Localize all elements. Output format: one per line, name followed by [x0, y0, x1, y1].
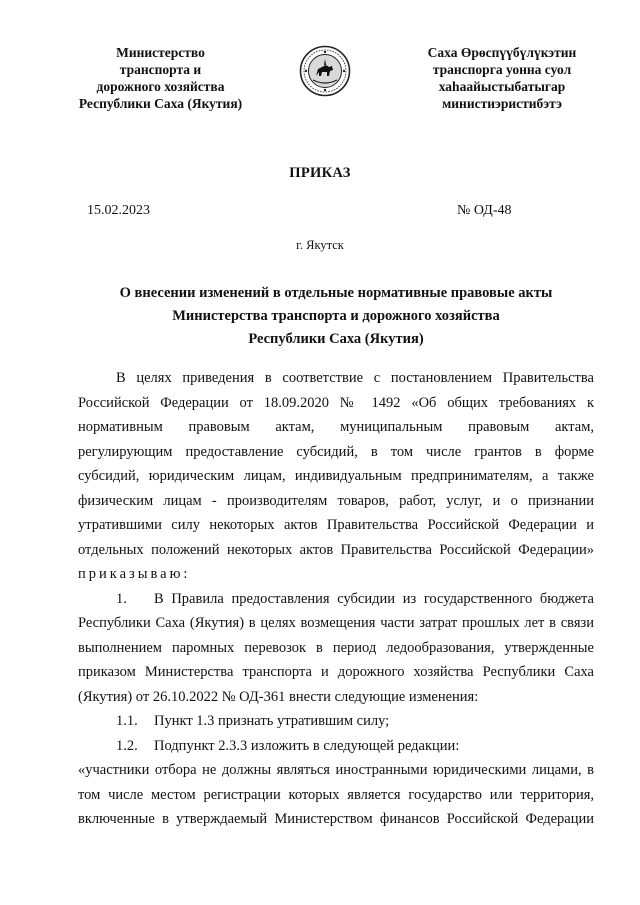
- preamble-line: регулирующим предоставление субсидий, в том числе грантов в форме: [78, 443, 594, 460]
- item-1-1: [78, 709, 594, 734]
- header-right-line: хаһаайыстыбатыгар: [438, 79, 566, 94]
- document-date: 15.02.2023: [87, 203, 150, 218]
- item-1-first-line: [78, 587, 594, 612]
- coat-of-arms-icon: [299, 45, 351, 97]
- quote-line: том числе местом регистрации которых является государство или территория,: [78, 786, 594, 803]
- item-1-2: [78, 734, 594, 759]
- header-left-line: транспорта и: [119, 62, 202, 77]
- document-subject: [78, 282, 594, 351]
- subject-line: О внесении изменений в отдельные нормативные правовые акты: [119, 285, 553, 301]
- preamble-line: физическим лицам - производителям товаров, работ, услуг, и о признании: [78, 492, 594, 509]
- header-left-line: Республики Саха (Якутия): [78, 96, 243, 111]
- header-right-line: Саха Өрөспүүбүлүкэтин: [427, 45, 577, 60]
- ministry-name-yakut: [392, 44, 612, 112]
- preamble-line: В целях приведения в соответствие с постановлением Правительства: [116, 370, 594, 386]
- header-right-line: министиэристибэтэ: [442, 96, 562, 111]
- quote-line: «участники отбора не должны являться иностранными юридическими лицами, в: [78, 762, 594, 778]
- document-city: г. Якутск: [296, 238, 344, 252]
- item-1-line: Республики Саха (Якутия) в целях возмещения части затрат прошлых лет в связи: [78, 615, 594, 631]
- document-type-title: ПРИКАЗ: [289, 165, 351, 181]
- subject-line: Министерства транспорта и дорожного хозяйства: [172, 308, 500, 324]
- subject-line: Республики Саха (Якутия): [248, 331, 424, 347]
- quote-line: включенные в утверждаемый Министерством финансов Российской Федерации: [78, 811, 594, 827]
- preamble-line: отдельных положений некоторых актов Правительства Российской Федерации»: [78, 541, 594, 558]
- preamble-line: утратившими силу некоторых актов Правительства Российской Федерации и: [78, 517, 594, 533]
- header-left-line: Министерство: [116, 45, 205, 60]
- item-1-2-number: 1.2.: [116, 737, 138, 754]
- item-1-text: В Правила предоставления субсидии из государственного бюджета: [154, 590, 594, 607]
- document-number: № ОД-48: [457, 203, 512, 218]
- header-left-line: дорожного хозяйства: [96, 79, 225, 94]
- document-body: [78, 366, 594, 832]
- order-word: приказываю:: [78, 566, 191, 582]
- preamble-line: субсидий, юридическим лицам, индивидуальным предпринимателям, а также: [78, 468, 594, 484]
- item-1-1-number: 1.1.: [116, 713, 138, 729]
- item-1-line: приказом Министерства транспорта и дорожного хозяйства Республики Саха: [78, 664, 594, 680]
- item-1-line: (Якутия) от 26.10.2022 № ОД-361 внести следующие изменения:: [78, 688, 479, 705]
- item-1-number: 1.: [116, 590, 127, 607]
- item-1-2-text: Подпункт 2.3.3 изложить в следующей редакции:: [154, 737, 460, 754]
- header-right-line: транспорга уонна суол: [432, 62, 572, 77]
- ministry-name-russian: [58, 44, 263, 112]
- preamble-line: Российской Федерации от 18.09.2020 № 1492 «Об общих требованиях к: [78, 394, 594, 411]
- item-1-line: выполнением паромных перевозок в период ледообразования, утвержденные: [78, 639, 594, 656]
- preamble-line: нормативным правовым актам, муниципальным правовым актам,: [78, 419, 594, 435]
- item-1-1-text: Пункт 1.3 признать утратившим силу;: [154, 713, 390, 729]
